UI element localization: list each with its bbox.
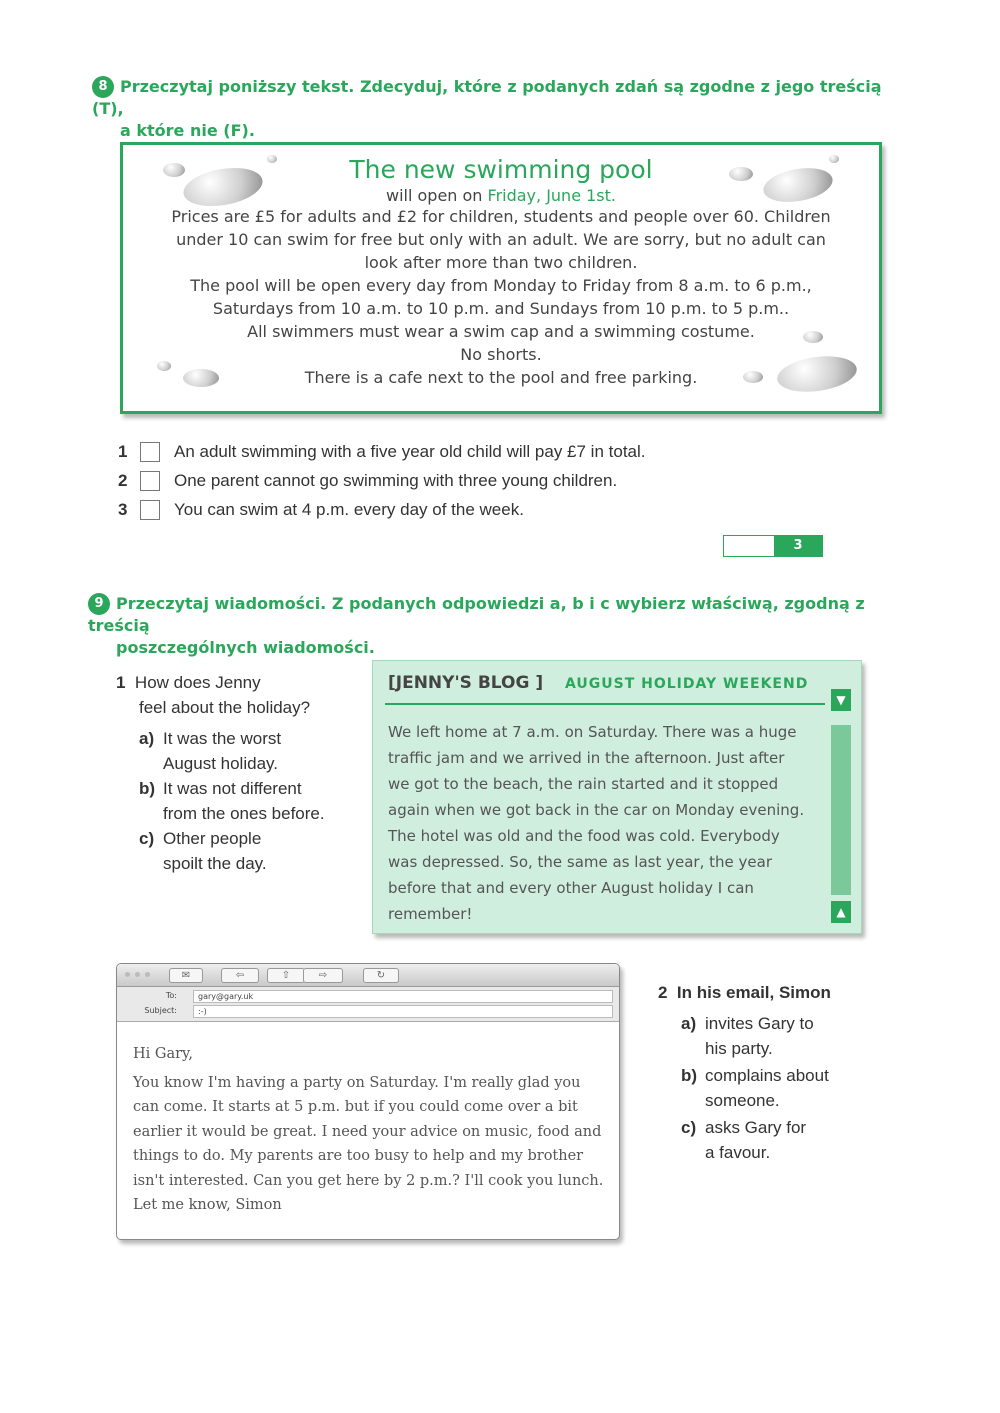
blog-heading: AUGUST HOLIDAY WEEKEND xyxy=(565,676,809,692)
pebble-icon xyxy=(183,369,219,387)
answer-option-c[interactable]: c) Other people spoilt the day. xyxy=(139,829,267,873)
pebble-icon xyxy=(829,155,839,163)
scrollbar-track[interactable] xyxy=(831,725,851,895)
statement-row xyxy=(118,437,646,466)
window-dot-icon[interactable] xyxy=(135,972,140,977)
to-field[interactable]: gary@gary.uk xyxy=(193,990,613,1003)
score-box xyxy=(723,535,823,557)
question-1 xyxy=(116,670,356,876)
answer-option-b[interactable]: b) complains about someone. xyxy=(681,1066,829,1110)
statement-number: 3 xyxy=(118,499,128,519)
pebble-icon xyxy=(803,331,823,343)
poster-line: No shorts. xyxy=(460,345,542,364)
jennys-blog-panel xyxy=(372,660,862,934)
subject-field[interactable]: :-) xyxy=(193,1005,613,1018)
window-dot-icon[interactable] xyxy=(145,972,150,977)
answer-option-a[interactable]: a) It was the worst August holiday. xyxy=(139,729,282,773)
blog-post-text: We left home at 7 a.m. on Saturday. There was a huge traffic jam and we arrived in the afternoon. Just after we got to the beach, the rain started and it stopped again when we got back in the car on Monday evening. The hotel was old and the food was cold. Everybody was depressed. So, the same as last year, the year before that and every other August holiday I can remember! xyxy=(388,723,805,923)
question-number: 1 xyxy=(116,673,126,692)
task9-number-badge: 9 xyxy=(88,593,110,615)
question-text: In his email, Simon xyxy=(676,983,831,1002)
back-arrow-icon[interactable]: ⇦ xyxy=(221,968,259,983)
poster-opening-date: Friday, June 1st. xyxy=(487,186,616,205)
poster-line: Saturdays from 10 a.m. to 10 p.m. and Sundays from 10 p.m. to 5 p.m.. xyxy=(212,299,790,318)
poster-line: All swimmers must wear a swim cap and a swimming costume. xyxy=(247,322,755,341)
task9-instruction-line2: poszczególnych wiadomości. xyxy=(116,638,375,657)
email-header xyxy=(117,987,619,1022)
answer-option-b[interactable]: b) It was not different from the ones before. xyxy=(139,779,325,823)
refresh-icon[interactable]: ↻ xyxy=(363,968,399,983)
statement-text: An adult swimming with a five year old child will pay £7 in total. xyxy=(174,441,646,461)
task9-instruction xyxy=(88,593,888,659)
task9-instruction-line1: Przeczytaj wiadomości. Z podanych odpowiedzi a, b i c wybierz właściwą, zgodną z treścią xyxy=(88,594,865,635)
email-toolbar xyxy=(117,964,619,987)
forward-arrow-icon[interactable]: ⇨ xyxy=(303,968,343,983)
task8-number-badge: 8 xyxy=(92,76,114,98)
question-text: feel about the holiday? xyxy=(139,698,311,717)
envelope-icon[interactable]: ✉ xyxy=(169,968,203,983)
task8-instruction-line1: Przeczytaj poniższy tekst. Zdecyduj, które z podanych zdań są zgodne z jego treścią (T), xyxy=(92,77,882,118)
poster-line: Prices are £5 for adults and £2 for children, students and people over 60. Children xyxy=(171,207,831,226)
statement-list xyxy=(118,437,646,524)
answer-option-c[interactable]: c) asks Gary for a favour. xyxy=(681,1118,807,1162)
pebble-icon xyxy=(743,371,763,383)
pebble-icon xyxy=(163,163,185,177)
email-window xyxy=(116,963,620,1240)
up-arrow-icon[interactable]: ⇧ xyxy=(267,968,305,983)
score-input[interactable] xyxy=(724,536,774,556)
score-max: 3 xyxy=(774,536,822,556)
pebble-icon xyxy=(729,167,753,181)
poster-line: The pool will be open every day from Monday to Friday from 8 a.m. to 6 p.m., xyxy=(190,276,812,295)
statement-text: One parent cannot go swimming with three young children. xyxy=(174,470,618,490)
to-label: To: xyxy=(165,991,177,1000)
statement-row xyxy=(118,495,646,524)
subject-label: Subject: xyxy=(144,1006,177,1015)
email-body: Hi Gary, You know I'm having a party on Saturday. I'm really glad you can come. It starts at 5 p.m. but if you could come over a bit earlier it would be great. I need your advice on music, food and things to do. My parents are too busy to help and my brother isn't interested. Can you get here by 2 p.m.? I'll cook you lunch. Let me know, Simon xyxy=(133,1046,604,1213)
statement-number: 1 xyxy=(118,441,128,461)
answer-checkbox[interactable] xyxy=(140,500,160,520)
blog-title: [JENNY'S BLOG ] xyxy=(388,673,544,693)
window-dot-icon[interactable] xyxy=(125,972,130,977)
statement-row xyxy=(118,466,646,495)
swimming-pool-poster xyxy=(120,142,882,414)
pebble-icon xyxy=(267,155,277,163)
answer-checkbox[interactable] xyxy=(140,442,160,462)
poster-line: look after more than two children. xyxy=(364,253,638,272)
question-text: How does Jenny xyxy=(134,673,261,692)
pebble-icon xyxy=(157,361,171,371)
scroll-up-icon[interactable]: ▲ xyxy=(831,901,851,923)
poster-subtitle: will open on Friday, June 1st. xyxy=(385,186,616,205)
question-2 xyxy=(658,980,898,1165)
task8-instruction xyxy=(92,76,882,142)
statement-number: 2 xyxy=(118,470,128,490)
scroll-down-icon[interactable]: ▼ xyxy=(831,689,851,711)
answer-checkbox[interactable] xyxy=(140,471,160,491)
poster-line: under 10 can swim for free but only with an adult. We are sorry, but no adult can xyxy=(176,230,826,249)
poster-line: There is a cafe next to the pool and free parking. xyxy=(304,368,698,387)
blog-divider xyxy=(385,703,825,705)
question-number: 2 xyxy=(658,983,668,1002)
poster-title: The new swimming pool xyxy=(349,155,653,184)
task8-instruction-line2: a które nie (F). xyxy=(120,121,255,140)
answer-option-a[interactable]: a) invites Gary to his party. xyxy=(681,1014,814,1058)
statement-text: You can swim at 4 p.m. every day of the week. xyxy=(174,499,524,519)
